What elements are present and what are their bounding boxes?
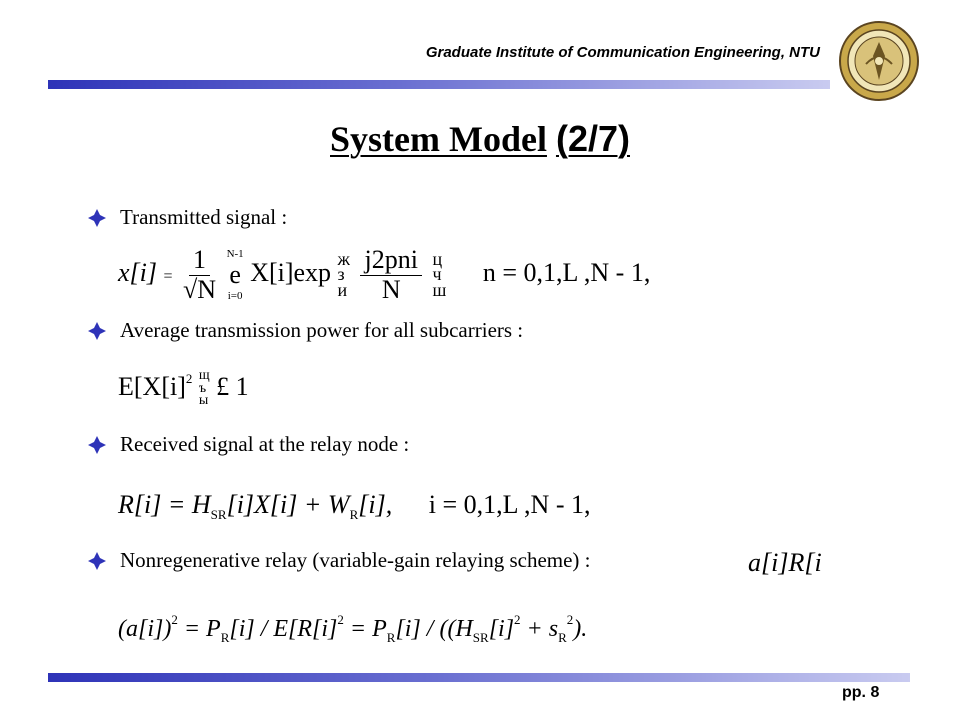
slide-title [0,118,960,160]
bullet-label: Average transmission power for all subcarriers : [120,318,524,342]
eq5-lhs: (a[i]) [118,616,172,642]
diamond-bullet-icon [88,322,106,340]
eq1-exp-frac: $\frac{\text{j2pni}}{N}$ [360,246,421,304]
bullet-item-relay [88,548,591,573]
equation-power: $E[X[i]^2$ щ ъ ы £ 1 [118,368,249,409]
university-seal-icon [838,20,920,102]
page-number: pp. 8 [842,684,880,701]
bullet-label: Received signal at the relay node : [120,432,410,456]
equation-transmitted [118,246,650,304]
diamond-bullet-icon [88,552,106,570]
eq3-lhs: R[i] = H [118,490,211,519]
diamond-bullet-icon [88,209,106,227]
eq2-close-bracket: щ ъ ы [198,368,210,409]
footer-rule [48,673,910,682]
equation-relay-inline: a[i]R[i [748,548,822,577]
eq1-equals: = [163,268,173,286]
header-rule [48,80,830,89]
eq1-left-paren: ж з и [337,249,350,300]
eq1-right-paren: ц ч ш [432,249,447,300]
bullet-label: Nonregenerative relay (variable-gain relaying scheme) : [120,548,591,572]
eq1-lhs: x[i] [118,258,157,288]
title-part: (2/7) [555,118,630,159]
eq2-tail: £ 1 [216,371,249,401]
bullet-item-received [88,432,409,457]
eq3-range: i = 0,1,L ,N - 1, [428,490,591,519]
eq2-body: E[X[i] [118,371,186,401]
diamond-bullet-icon [88,436,106,454]
eq1-body: X[i]exp [250,258,332,288]
eq1-sum: N-1 e i=0 [226,248,244,303]
bullet-label: Transmitted signal : [120,205,288,229]
bullet-item-power [88,318,523,343]
institute-header: Graduate Institute of Communication Engineering, NTU [425,44,820,61]
equation-received: $R[i] = H_{SR}[i]X[i] + W_R[i]$, i = 0,1,L ,N - 1, [118,490,591,522]
bullet-item-transmitted [88,205,287,230]
equation-gain: $(a[i])^2 = P_R[i] / E[R[i]^2 = P_R[i] / ((H_{SR}[i]^2 + s_R^2)$. [118,612,588,645]
eq1-range: n = 0,1,L ,N - 1, [482,258,651,288]
title-main: System Model [330,119,547,159]
eq1-scale-frac: $\frac{1}{√N}$ [183,245,217,304]
